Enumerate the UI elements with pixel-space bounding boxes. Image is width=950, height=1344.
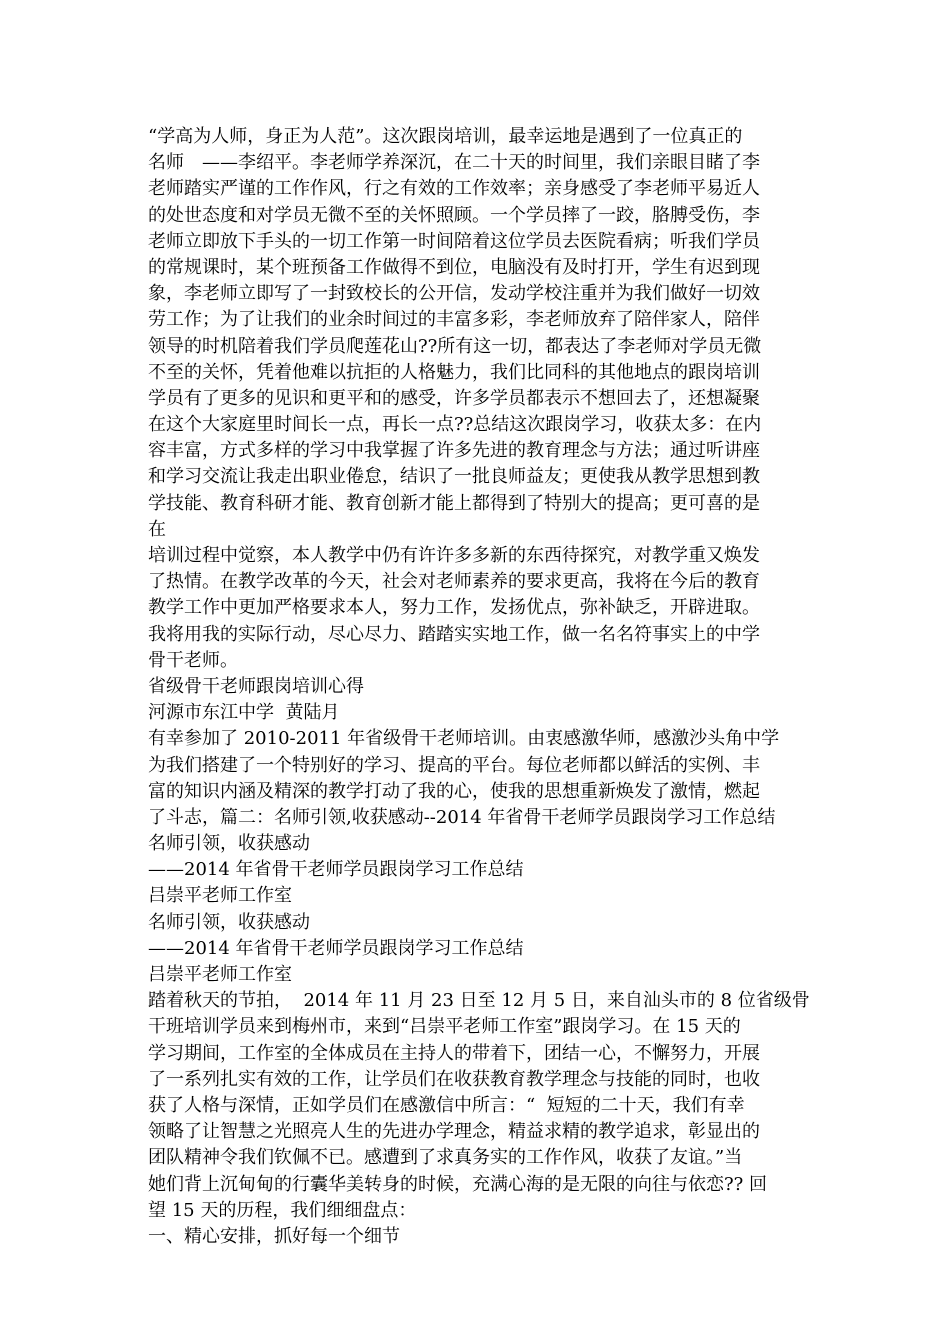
text-line: 团队精神令我们钦佩不已。感遭到了求真务实的工作作风，收获了友谊。”当	[148, 1147, 743, 1169]
text-line: “学高为人师，身正为人范”。这次跟岗培训，最幸运地是遇到了一位真正的	[148, 126, 743, 147]
text-line: 象，李老师立即写了一封致校长的公开信，发动学校注重并为我们做好一切效	[148, 283, 760, 305]
text-line: 容丰富，方式多样的学习中我掌握了许多先进的教育理念与方法；通过听讲座	[148, 440, 760, 462]
text-line: 富的知识内涵及精深的教学打动了我的心，使我的思想重新焕发了激情，燃起	[148, 780, 760, 802]
text-line: 在	[148, 518, 166, 540]
author-line: 吕崇平老师工作室	[148, 964, 292, 985]
text-line: 学员有了更多的见识和更平和的感受，许多学员都表示不想回去了，还想凝聚	[148, 387, 760, 409]
text-line: 老师踏实严谨的工作作风，行之有效的工作效率；亲身感受了李老师平易近人	[148, 178, 760, 200]
text-line: 干班培训学员来到梅州市，来到“吕崇平老师工作室”跟岗学习。在 15 天的	[148, 1016, 741, 1038]
text-line: 教学工作中更加严格要求本人，努力工作，发扬优点，弥补缺乏，开辟进取。	[148, 597, 760, 619]
text-line: 学技能、教育科研才能、教育创新才能上都得到了特别大的提高；更可喜的是	[148, 492, 760, 514]
text-line: 名师 ——李绍平。李老师学养深沉，在二十天的时间里，我们亲眼目睹了李	[148, 152, 760, 174]
text-line: 有幸参加了 2010-2011 年省级骨干老师培训。由衷感激华师，感激沙头角中学	[148, 728, 780, 750]
text-line: 不至的关怀，凭着他难以抗拒的人格魅力，我们比同科的其他地点的跟岗培训	[148, 361, 760, 383]
text-line: 领略了让智慧之光照亮人生的先进办学理念，精益求精的教学追求，彰显出的	[148, 1121, 760, 1143]
text-line: 望 15 天的历程，我们细细盘点：	[148, 1199, 417, 1221]
text-line: 获了人格与深情，正如学员们在感激信中所言：“ 短短的二十天，我们有幸	[148, 1094, 745, 1116]
document-body	[148, 124, 808, 1250]
text-line: 学习期间，工作室的全体成员在主持人的带着下，团结一心，不懈努力，开展	[148, 1042, 760, 1064]
text-line: 她们背上沉甸甸的行囊华美转身的时候，充满心海的是无限的向往与依恋?? 回	[148, 1173, 768, 1195]
text-line: 我将用我的实际行动，尽心尽力、踏踏实实地工作，做一名名符事实上的中学	[148, 623, 760, 645]
text-line: 老师立即放下手头的一切工作第一时间陪着这位学员去医院看病；听我们学员	[148, 230, 760, 252]
author-line: 吕崇平老师工作室	[148, 885, 292, 907]
text-line: 踏着秋天的节拍， 2014 年 11 月 23 日至 12 月 5 日，来自汕头市的 8 位省级骨	[148, 990, 810, 1012]
section-title: 名师引领，收获感动	[148, 911, 310, 933]
text-line: 领导的时机陪着我们学员爬莲花山??所有这一切，都表达了李老师对学员无微	[148, 335, 762, 357]
section-subtitle: ——2014 年省骨干老师学员跟岗学习工作总结	[148, 937, 524, 959]
text-line: 培训过程中觉察，本人教学中仍有许许多多新的东西待探究，对教学重又焕发	[148, 545, 760, 566]
text-line: 劳工作；为了让我们的业余时间过的丰富多彩，李老师放弃了陪伴家人，陪伴	[148, 309, 760, 331]
text-line: 的常规课时，某个班预备工作做得不到位，电脑没有及时打开，学生有迟到现	[148, 256, 760, 278]
text-line: 了一系列扎实有效的工作，让学员们在收获教育教学理念与技能的同时，也收	[148, 1068, 760, 1090]
section-title: 省级骨干老师跟岗培训心得	[148, 675, 364, 697]
text-line: 骨干老师。	[148, 649, 238, 671]
section-title: 名师引领，收获感动	[148, 833, 310, 855]
text-line: 和学习交流让我走出职业倦怠，结识了一批良师益友；更使我从教学思想到教	[148, 466, 760, 488]
section-heading: 一、精心安排，抓好每一个细节	[148, 1225, 400, 1247]
section-subtitle: ——2014 年省骨干老师学员跟岗学习工作总结	[148, 859, 524, 881]
text-line: 了热情。在教学改革的今天，社会对老师素养的要求更高，我将在今后的教育	[148, 571, 760, 593]
text-line: 在这个大家庭里时间长一点，再长一点??总结这次跟岗学习，收获太多：在内	[148, 414, 762, 436]
text-line: 的处世态度和对学员无微不至的关怀照顾。一个学员摔了一跤，胳膊受伤，李	[148, 204, 760, 226]
text-line: 为我们搭建了一个特别好的学习、提高的平台。每位老师都以鲜活的实例、丰	[148, 754, 760, 776]
text-line: 了斗志，篇二：名师引领,收获感动--2014 年省骨干老师学员跟岗学习工作总结	[148, 806, 776, 828]
author-line: 河源市东江中学 黄陆月	[148, 702, 340, 724]
